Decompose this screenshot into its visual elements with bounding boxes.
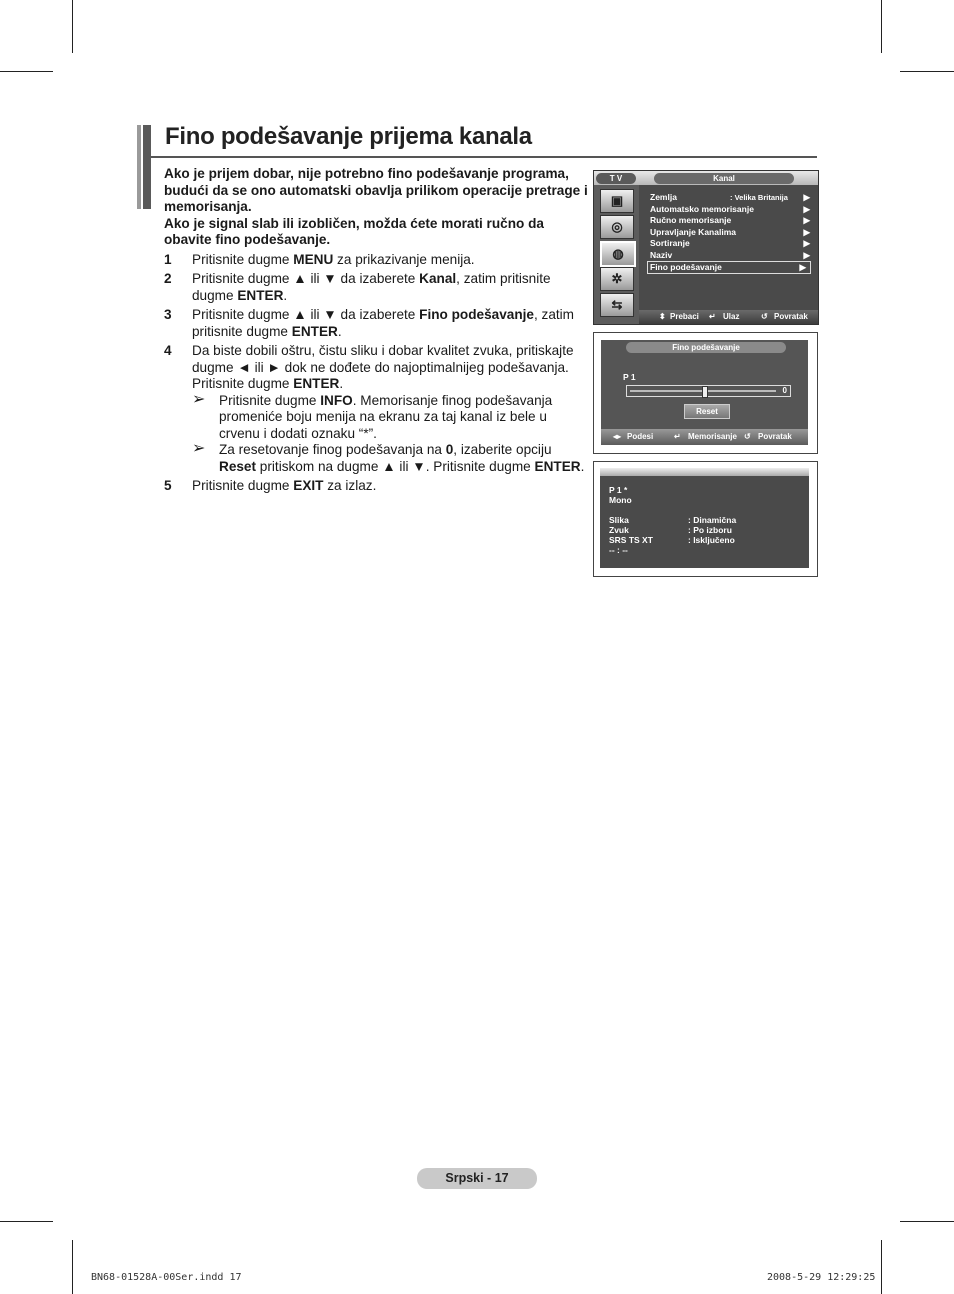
- menu-item-label: Upravljanje Kanalima: [650, 227, 736, 237]
- picture-icon[interactable]: ▣: [600, 189, 634, 213]
- note-key: ENTER: [534, 458, 581, 474]
- step-2: [164, 271, 588, 304]
- crop-mark: [0, 1221, 53, 1222]
- step-text: .: [339, 376, 344, 391]
- tv-label: T V: [596, 173, 636, 184]
- step-text: Pritisnite dugme: [192, 251, 294, 267]
- step-number: 3: [164, 307, 172, 322]
- step-key: Fino podešavanje: [419, 307, 534, 322]
- return-icon: ↺: [761, 312, 768, 321]
- step-number: 5: [164, 478, 172, 493]
- slider-thumb[interactable]: [702, 386, 708, 398]
- title-rule: [151, 156, 817, 158]
- crop-mark: [900, 71, 954, 72]
- enter-icon: ↵: [709, 312, 716, 321]
- note-text: , izaberite opciju: [453, 442, 552, 457]
- step-number: 2: [164, 271, 172, 286]
- intro-paragraph-1: Ako je prijem dobar, nije potrebno fino podešavanje programa, budući da se ono automatski obavlja prilikom operacije pretrage i memorisanja.: [164, 166, 588, 214]
- menu-item-country[interactable]: [650, 192, 810, 203]
- note-arrow-icon: ➢: [192, 390, 206, 408]
- menu-item-label: Automatsko memorisanje: [650, 204, 754, 214]
- menu-item-name[interactable]: [650, 250, 810, 261]
- adjust-label: Podesi: [627, 432, 654, 441]
- return-label: Povratak: [774, 312, 808, 321]
- step-text: Pritisnite dugme ▲ ili ▼ da izaberete: [192, 307, 420, 322]
- step-key: ENTER: [237, 287, 284, 303]
- page-title: Fino podešavanje prijema kanala: [165, 123, 532, 150]
- channel-number: P 1: [623, 372, 636, 382]
- arrow-right-icon: ▶: [803, 215, 810, 225]
- input-icon[interactable]: ⇆: [600, 293, 634, 317]
- step-key: EXIT: [293, 478, 324, 493]
- menu-sidebar: [594, 185, 639, 324]
- crop-mark: [72, 1240, 73, 1294]
- title-accent-bar: [137, 125, 151, 209]
- arrow-right-icon: ▶: [799, 262, 806, 272]
- arrow-right-icon: ▶: [803, 192, 810, 202]
- menu-item-value: : Velika Britanija: [730, 193, 788, 202]
- step-key: MENU: [293, 251, 334, 267]
- move-label: Prebaci: [670, 312, 699, 321]
- arrow-right-icon: ▶: [803, 238, 810, 248]
- return-label: Povratak: [758, 432, 792, 441]
- step-text: .: [337, 323, 342, 339]
- step-text: za izlaz.: [323, 478, 377, 493]
- menu-item-fine-tune[interactable]: [647, 261, 811, 274]
- crop-mark: [881, 1240, 882, 1294]
- info-label-sound: Zvuk: [609, 525, 629, 535]
- step-text: , zatim pritisnite dugme: [192, 307, 574, 339]
- step-number: 4: [164, 343, 172, 358]
- note-text: . Memorisanje finog podešavanja promeniće boju menija na ekranu za taj kanal iz bele u crvenu i dodati oznaku “*”.: [219, 392, 553, 441]
- crop-mark: [900, 1221, 954, 1222]
- note-key: Reset: [219, 458, 257, 474]
- print-file-info: BN68-01528A-00Ser.indd 17: [91, 1272, 242, 1283]
- menu-item-label: Ručno memorisanje: [650, 215, 732, 225]
- crop-mark: [0, 71, 53, 72]
- channel-icon[interactable]: ◍: [600, 241, 636, 267]
- arrow-right-icon: ▶: [803, 250, 810, 260]
- menu-item-sort[interactable]: [650, 238, 810, 249]
- fine-tune-screen: [601, 340, 808, 445]
- menu-item-auto-store[interactable]: [650, 204, 810, 215]
- save-label: Memorisanje: [688, 432, 737, 441]
- reset-button[interactable]: Reset: [684, 404, 730, 419]
- note-text: Za resetovanje finog podešavanja na: [219, 442, 446, 457]
- fine-tune-footer: [601, 429, 808, 445]
- instructions: [164, 166, 588, 495]
- move-icon: ⬍: [659, 312, 666, 321]
- arrow-right-icon: ▶: [803, 204, 810, 214]
- info-value-sound: : Po izboru: [688, 525, 732, 535]
- step-1: [164, 252, 588, 269]
- note-2: [164, 442, 588, 475]
- left-right-icon: ◂▸: [613, 432, 622, 441]
- menu-item-label: Zemlja: [650, 192, 677, 202]
- info-screenshot: [593, 461, 818, 577]
- note-arrow-icon: ➢: [192, 440, 206, 457]
- sound-icon[interactable]: ◎: [600, 215, 634, 239]
- enter-label: Ulaz: [723, 312, 740, 321]
- menu-item-label: Sortiranje: [650, 238, 690, 248]
- step-number: 1: [164, 251, 172, 267]
- fine-tune-title: Fino podešavanje: [626, 342, 786, 353]
- info-time: -- : --: [609, 545, 628, 555]
- step-key: ENTER: [291, 323, 338, 339]
- arrow-right-icon: ▶: [803, 227, 810, 237]
- menu-footer: [639, 310, 818, 324]
- info-top-bar: [600, 468, 809, 476]
- note-key: INFO: [320, 392, 353, 408]
- step-5: [164, 478, 588, 495]
- page-number: Srpski - 17: [417, 1168, 537, 1189]
- menu-header: [594, 171, 818, 185]
- step-text: , zatim pritisnite dugme: [192, 271, 551, 303]
- step-text: Pritisnite dugme ▲ ili ▼ da izaberete: [192, 271, 420, 286]
- info-label-srs: SRS TS XT: [609, 535, 653, 545]
- crop-mark: [881, 0, 882, 53]
- step-text: za prikazivanje menija.: [333, 251, 475, 267]
- step-text: Pritisnite dugme: [192, 478, 294, 493]
- slider-value: 0: [782, 386, 787, 395]
- note-text: Pritisnite dugme: [219, 392, 321, 408]
- info-label-picture: Slika: [609, 515, 629, 525]
- channel-menu-screenshot: [593, 170, 819, 325]
- return-icon: ↺: [744, 432, 751, 441]
- step-key: Kanal: [419, 271, 457, 286]
- info-screen: [600, 468, 809, 568]
- note-text: pritiskom na dugme ▲ ili ▼. Pritisnite dugme: [256, 458, 535, 474]
- save-icon: ↵: [674, 432, 681, 441]
- step-text: .: [283, 287, 288, 303]
- info-value-srs: : Isključeno: [688, 535, 735, 545]
- menu-title: Kanal: [654, 173, 794, 184]
- info-value-picture: : Dinamična: [688, 515, 737, 525]
- intro-paragraph-2: Ako je signal slab ili izobličen, možda ćete morati ručno da obavite fino podešavanje.: [164, 215, 544, 247]
- info-audio-mode: Mono: [609, 495, 632, 505]
- fine-tune-screenshot: [593, 332, 818, 454]
- note-text: .: [580, 458, 585, 474]
- note-1: [164, 390, 588, 443]
- step-key: ENTER: [293, 376, 340, 391]
- menu-item-label: Naziv: [650, 250, 673, 260]
- crop-mark: [72, 0, 73, 53]
- step-4: [164, 343, 588, 393]
- step-text: Da biste dobili oštru, čistu sliku i dobar kvalitet zvuka, pritiskajte dugme ◄ ili ► dok ne dođete do najoptimalnijeg podešavanja. Pritisnite dugme: [192, 343, 574, 391]
- step-3: [164, 307, 588, 340]
- info-channel: P 1 *: [609, 485, 628, 495]
- menu-item-label: Fino podešavanje: [650, 262, 722, 272]
- setup-icon[interactable]: ✲: [600, 267, 634, 291]
- fine-tune-slider[interactable]: [626, 385, 791, 397]
- print-date-info: 2008-5-29 12:29:25: [767, 1272, 876, 1283]
- menu-item-manual-store[interactable]: [650, 215, 810, 226]
- menu-item-channel-manager[interactable]: [650, 227, 810, 238]
- note-key: 0: [445, 442, 454, 457]
